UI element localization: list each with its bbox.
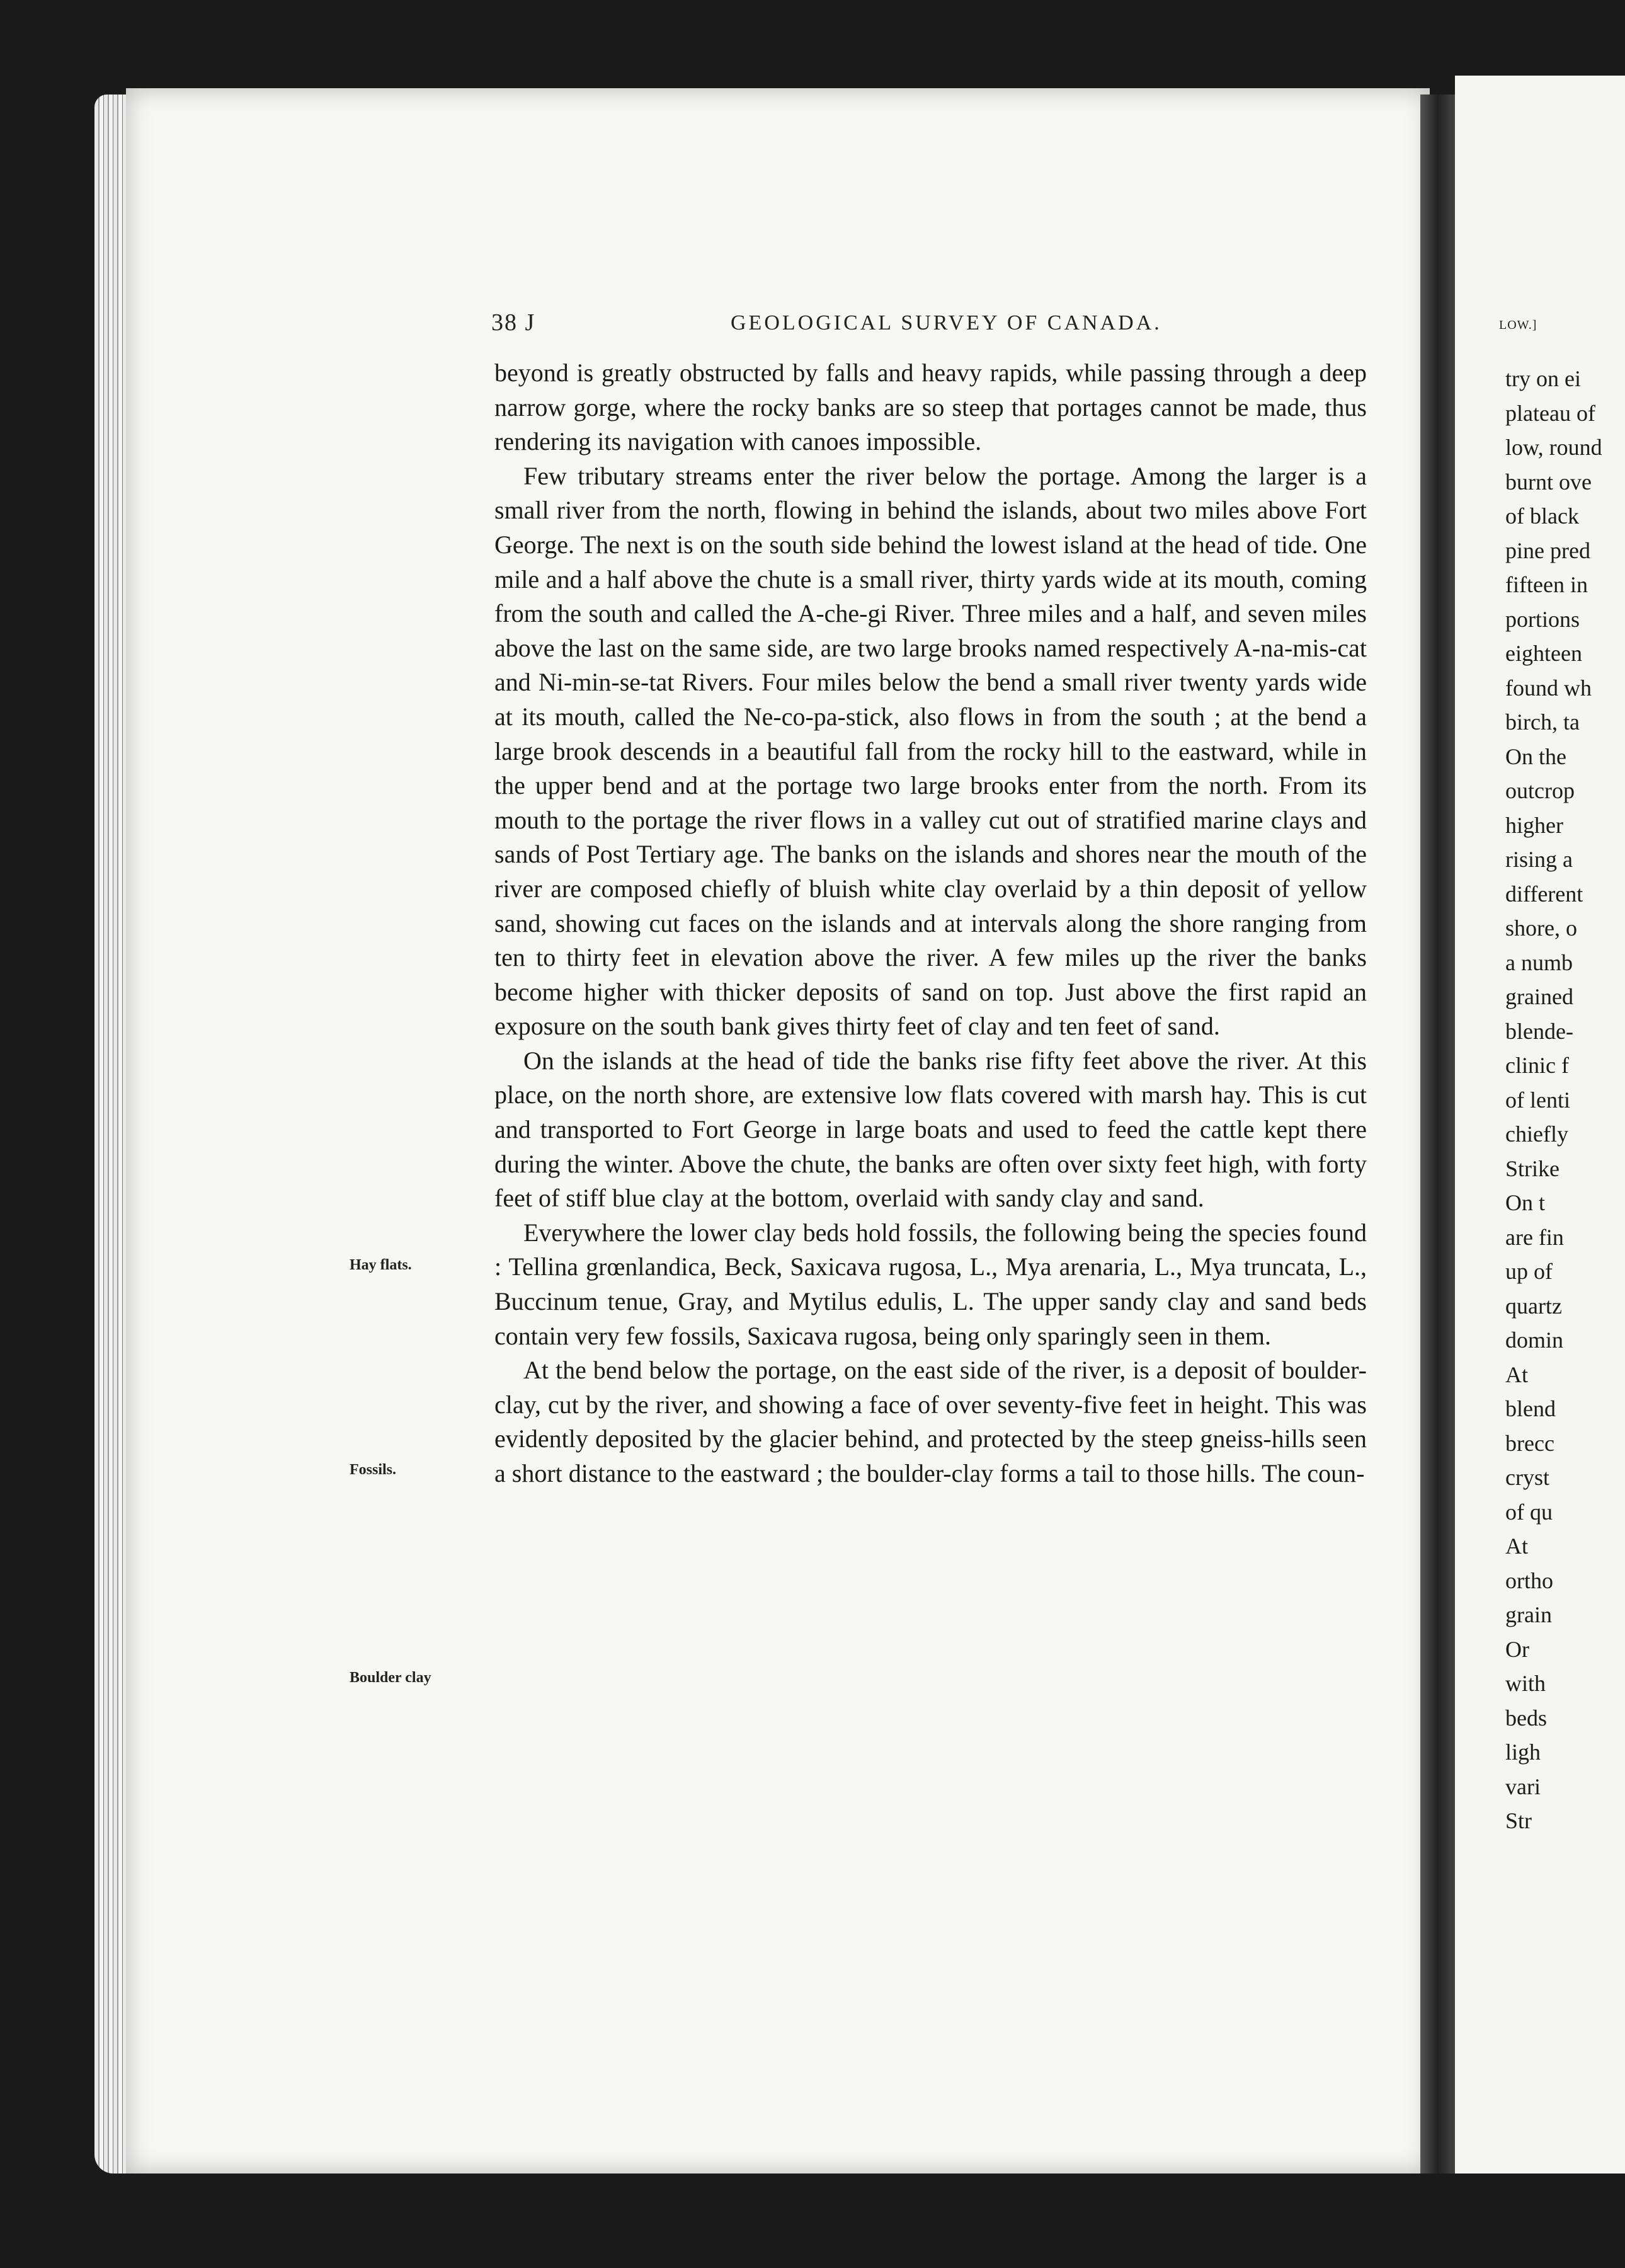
facing-page-line: Strike	[1505, 1155, 1559, 1181]
facing-page-line: low, round	[1505, 435, 1602, 460]
running-header	[491, 309, 1367, 346]
margin-note-boulder-clay: Boulder clay	[350, 1670, 431, 1686]
facing-page-line: grain	[1505, 1602, 1552, 1627]
facing-page	[1455, 76, 1625, 2174]
facing-page-line: cryst	[1505, 1465, 1549, 1490]
facing-page-line: At	[1505, 1361, 1528, 1387]
facing-page-line: of black	[1505, 503, 1579, 529]
facing-page-line: shore, o	[1505, 915, 1577, 941]
facing-page-line: beds	[1505, 1705, 1547, 1731]
facing-page-line: plateau of	[1505, 400, 1595, 426]
facing-page-line: different	[1505, 881, 1583, 907]
running-title: GEOLOGICAL SURVEY OF CANADA.	[731, 311, 1162, 335]
book-spine	[1420, 94, 1455, 2174]
facing-page-line: try on ei	[1505, 366, 1581, 391]
paragraph-4: Everywhere the lower clay beds hold fossils, the following being the species found : Tellina grœnlandica, Beck, Saxicava rugosa, L., Mya arenaria, L., Mya truncata, L., Buccinum tenue, Gray, and Mytilus edulis, L. The upper sandy clay and sand beds contain very few fossils, Saxicava rugosa, being only sparingly seen in them.	[494, 1218, 1367, 1350]
facing-page-line: birch, ta	[1505, 709, 1580, 735]
paragraph-2: Few tributary streams enter the river below the portage. Among the larger is a small river from the north, flowing in behind the islands, about two miles above Fort George. The next is on the south side behind the lowest island at the head of tide. One mile and a half above the chute is a small river, thirty yards wide at its mouth, coming from the south and called the A-che-gi River. Three miles and a half, and seven miles above the last on the same side, are two large brooks named respectively A-na-mis-cat and Ni-min-se-tat Rivers. Four miles below the bend a small river twenty yards wide at its mouth, called the Ne-co-pa-stick, also flows in from the south ; at the bend a large brook descends in a beautiful fall from the rocky hill to the eastward, while in the upper bend and at the portage two large brooks enter from the north. From its mouth to the portage the river flows in a valley cut out of stratified marine clays and sands of Post Tertiary age. The banks on the islands and shores near the mouth of the river are composed chiefly of bluish white clay overlaid by a thin deposit of yellow sand, showing cut faces on the islands and at intervals along the shore ranging from ten to thirty feet in elevation above the river. A few miles up the river the banks become higher with thicker deposits of sand on top. Just above the first rapid an exposure on the south bank gives thirty feet of clay and ten feet of sand.	[494, 461, 1367, 1041]
facing-page-line: up of	[1505, 1259, 1553, 1284]
facing-page-line: brecc	[1505, 1430, 1554, 1456]
margin-note-hay-flats: Hay flats.	[350, 1257, 412, 1273]
facing-page-line: ligh	[1505, 1739, 1541, 1765]
facing-page-line: found wh	[1505, 675, 1592, 701]
facing-page-line: On the	[1505, 743, 1566, 769]
body-text	[494, 356, 1367, 1491]
paragraph-5: At the bend below the portage, on the east side of the river, is a deposit of boulder-clay, cut by the river, and showing a face of over seventy-five feet in height. This was evidently deposited by the glacier behind, and protected by the steep gneiss-hills seen a short distance to the eastward ; the boulder-clay forms a tail to those hills. The coun-	[494, 1356, 1367, 1487]
page-number: 38 J	[491, 309, 536, 336]
facing-page-line: a numb	[1505, 949, 1573, 975]
facing-page-line: pine pred	[1505, 537, 1590, 563]
paragraph-3: On the islands at the head of tide the banks rise fifty feet above the river. At this place, on the north shore, are extensive low flats covered with marsh hay. This is cut and transported to Fort George in large boats and used to feed the cattle kept there during the winter. Above the chute, the banks are often over sixty feet high, with forty feet of stiff blue clay at the bottom, overlaid with sandy clay and sand.	[494, 1046, 1367, 1213]
facing-page-line: chiefly	[1505, 1121, 1568, 1147]
facing-page-line: On t	[1505, 1190, 1545, 1215]
facing-page-line: fifteen in	[1505, 572, 1588, 597]
facing-page-line: of qu	[1505, 1499, 1553, 1525]
facing-page-line: blende-	[1505, 1018, 1573, 1044]
margin-note-fossils: Fossils.	[350, 1462, 397, 1478]
facing-page-line: domin	[1505, 1327, 1564, 1353]
facing-page-line: rising a	[1505, 847, 1573, 872]
facing-page-line: outcrop	[1505, 778, 1575, 803]
facing-page-line: higher	[1505, 812, 1563, 838]
facing-page-line: are fin	[1505, 1224, 1564, 1250]
paragraph-1: beyond is greatly obstructed by falls and heavy rapids, while passing through a deep narrow gorge, where the rocky banks are so steep that portages cannot be made, thus rendering its navigation with canoes impossible.	[494, 358, 1367, 456]
facing-page-line: portions	[1505, 606, 1580, 632]
facing-page-line: Or	[1505, 1636, 1529, 1662]
facing-page-line: eighteen	[1505, 641, 1582, 666]
facing-page-line: blend	[1505, 1396, 1556, 1421]
facing-page-line: quartz	[1505, 1293, 1562, 1319]
facing-page-line: Str	[1505, 1808, 1532, 1833]
facing-page-line: clinic f	[1505, 1053, 1569, 1078]
facing-page-line: with	[1505, 1671, 1546, 1696]
facing-page-line: At	[1505, 1533, 1528, 1559]
facing-page-line: burnt ove	[1505, 469, 1592, 495]
facing-page-header: LOW.]	[1499, 318, 1537, 332]
facing-page-line: of lenti	[1505, 1087, 1570, 1113]
facing-page-line: ortho	[1505, 1567, 1553, 1593]
facing-page-line: grained	[1505, 984, 1573, 1009]
facing-page-line: vari	[1505, 1773, 1541, 1799]
